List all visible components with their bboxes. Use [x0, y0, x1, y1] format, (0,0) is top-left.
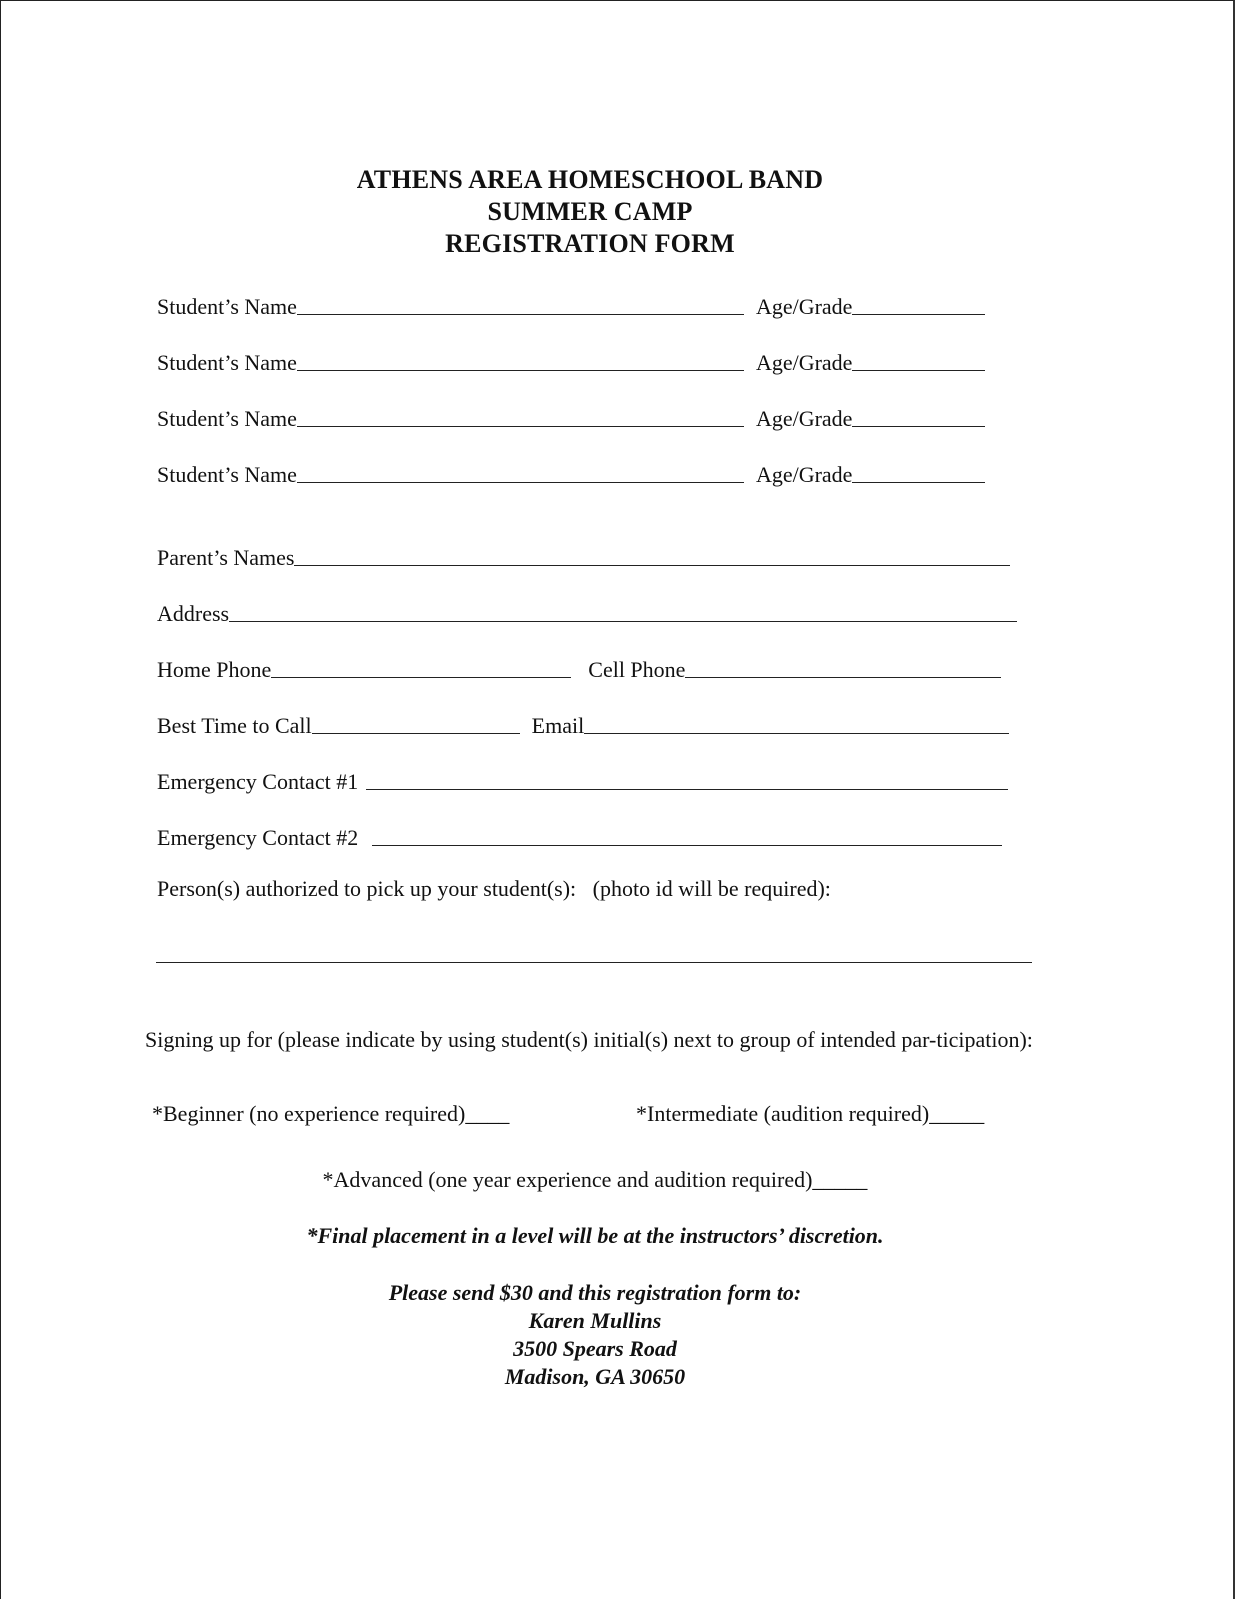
title-line-2: SUMMER CAMP: [487, 197, 693, 226]
age-grade-label: Age/Grade: [755, 462, 853, 487]
mailing-city: Madison, GA 30650: [504, 1364, 686, 1389]
mailing-block: [0, 1279, 1190, 1391]
form-title: [0, 164, 1180, 260]
cell-phone-field[interactable]: [685, 677, 1001, 678]
beginner-option[interactable]: *Beginner (no experience required)____: [152, 1101, 510, 1126]
mailing-instruction: Please send $30 and this registration form to:: [388, 1280, 802, 1305]
address-row: [157, 595, 1017, 625]
student-row-1: [157, 288, 985, 318]
student-name-field[interactable]: [297, 426, 744, 427]
emergency-contact-1-field[interactable]: [366, 789, 1008, 790]
placement-note: *Final placement in a level will be at the instructors’ discretion.: [306, 1223, 884, 1248]
beginner-row: [152, 1095, 509, 1125]
age-grade-field[interactable]: [852, 426, 985, 427]
cell-phone-label: Cell Phone: [588, 657, 686, 682]
age-grade-label: Age/Grade: [755, 350, 853, 375]
pickup-label: Person(s) authorized to pick up your student(s): (photo id will be required):: [157, 876, 831, 901]
student-name-label: Student’s Name: [157, 350, 297, 375]
pickup-field[interactable]: [156, 962, 1032, 963]
home-phone-label: Home Phone: [157, 657, 272, 682]
mailing-name: Karen Mullins: [528, 1308, 662, 1333]
age-grade-field[interactable]: [852, 370, 985, 371]
advanced-option[interactable]: *Advanced (one year experience and audition required)_____: [322, 1167, 868, 1192]
emergency-contact-2-label: Emergency Contact #2: [157, 825, 359, 850]
student-row-4: [157, 456, 985, 486]
emergency-row-1: [157, 763, 1008, 793]
emergency-contact-1-label: Emergency Contact #1: [157, 769, 359, 794]
signup-intro: Signing up for (please indicate by using student(s) initial(s) next to group of intended par-ticipation):: [145, 1027, 1033, 1052]
address-field[interactable]: [229, 621, 1017, 622]
email-label: Email: [531, 713, 585, 738]
phone-row: [157, 651, 1001, 681]
pickup-row: [157, 870, 831, 900]
student-row-2: [157, 344, 985, 374]
intermediate-option[interactable]: *Intermediate (audition required)_____: [636, 1101, 985, 1126]
title-line-3: REGISTRATION FORM: [445, 229, 735, 258]
parents-names-label: Parent’s Names: [157, 545, 295, 570]
intermediate-row: [636, 1095, 984, 1125]
age-grade-field[interactable]: [852, 314, 985, 315]
age-grade-label: Age/Grade: [755, 294, 853, 319]
emergency-row-2: [157, 819, 1002, 849]
parents-names-field[interactable]: [294, 565, 1010, 566]
student-name-label: Student’s Name: [157, 406, 297, 431]
parents-row: [157, 539, 1010, 569]
age-grade-label: Age/Grade: [755, 406, 853, 431]
best-time-label: Best Time to Call: [157, 713, 312, 738]
student-name-label: Student’s Name: [157, 294, 297, 319]
student-name-label: Student’s Name: [157, 462, 297, 487]
student-name-field[interactable]: [297, 370, 744, 371]
student-name-field[interactable]: [297, 482, 744, 483]
address-label: Address: [157, 601, 230, 626]
student-row-3: [157, 400, 985, 430]
mailing-street: 3500 Spears Road: [513, 1336, 677, 1361]
age-grade-field[interactable]: [852, 482, 985, 483]
student-name-field[interactable]: [297, 314, 744, 315]
call-email-row: [157, 707, 1009, 737]
emergency-contact-2-field[interactable]: [372, 845, 1002, 846]
home-phone-field[interactable]: [271, 677, 571, 678]
title-line-1: ATHENS AREA HOMESCHOOL BAND: [356, 165, 824, 194]
email-field[interactable]: [584, 733, 1009, 734]
best-time-field[interactable]: [312, 733, 520, 734]
